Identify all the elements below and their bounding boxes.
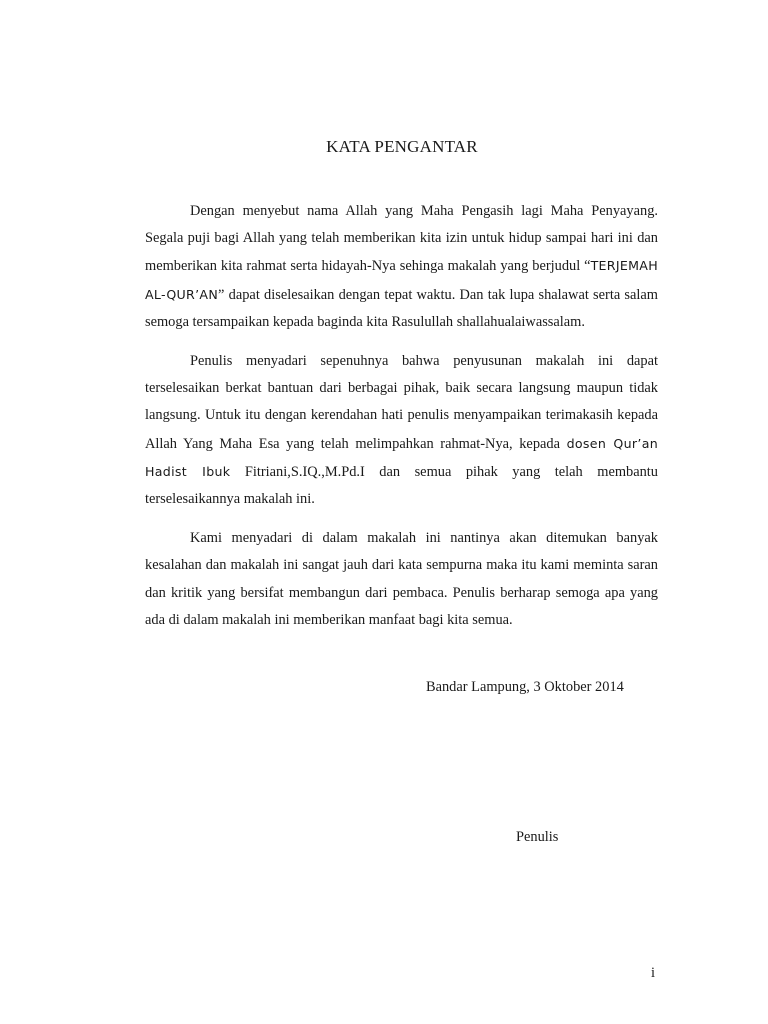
paragraph-opening <box>145 198 658 336</box>
place-date: Bandar Lampung, 3 Oktober 2014 <box>426 679 624 695</box>
page-title: KATA PENGANTAR <box>326 137 478 156</box>
paragraph-acknowledgement <box>145 348 658 513</box>
paragraph-closing: Kami menyadari di dalam makalah ini nantinya akan ditemukan banyak kesalahan dan makalah ini sangat jauh dari kata sempurna maka itu kami meminta saran dan kritik yang bersifat membangun dari pembaca. Penulis berharap semoga apa yang ada di dalam makalah ini memberikan manfaat bagi kita semua. <box>145 530 658 628</box>
page-number: i <box>651 965 655 981</box>
paper-title-text: TERJEMAH AL-QUR’AN <box>145 258 658 302</box>
document-body <box>145 198 658 646</box>
author-signature: Penulis <box>516 829 559 845</box>
lecturer-text: dosen Qur’an Hadist Ibuk <box>145 435 658 479</box>
paragraph-text: Penulis menyadari sepenuhnya bahwa penyusunan makalah ini dapat terselesaikan berkat bantuan dari berbagai pihak, baik secara langsung maupun tidak langsung. Untuk itu dengan kerendahan hati penulis menyampaikan terimakasih kepada Allah Yang Maha Esa yang telah melimpahkan rahmat-Nya, kepada <box>145 353 658 452</box>
paragraph-text: Dengan menyebut nama Allah yang Maha Pengasih lagi Maha Penyayang. Segala puji bagi Allah yang telah memberikan kita izin untuk hidup sampai hari ini dan memberikan kita rahmat serta hidayah-Nya sehinga makalah yang berjudul “ <box>145 203 658 275</box>
paragraph-text: ” dapat diselesaikan dengan tepat waktu. Dan tak lupa shalawat serta salam semoga tersampaikan kepada baginda kita Rasulullah shallahualaiwassalam. <box>145 286 658 330</box>
paragraph-text: Fitriani,S.IQ.,M.Pd.I dan semua pihak yang telah membantu terselesaikannya makalah ini. <box>145 463 658 508</box>
